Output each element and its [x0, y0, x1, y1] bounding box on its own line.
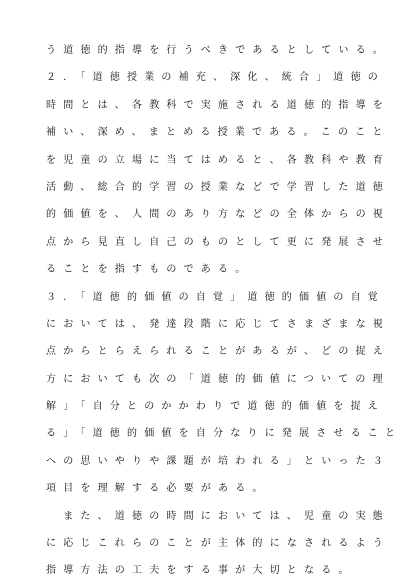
text-line: また、道徳の時間においては、児童の実態 [46, 510, 390, 522]
text-line: ３．「道徳的価値の自覚」道徳的価値の自覚 [46, 291, 385, 303]
text-line: る」「道徳的価値を自分なりに発展させること [46, 428, 403, 440]
text-line: 活動、総合的学習の授業などで学習した道徳 [46, 181, 390, 193]
text-line: ることを指すものである。 [46, 264, 253, 276]
text-line: う道徳的指導を行うべきであるとしている。 [46, 45, 390, 56]
text-line: においては、発達段階に応じてさまざまな視 [46, 318, 390, 330]
text-line: 時間とは、各教科で実施される道徳的指導を [46, 99, 390, 111]
text-line: 方においても次の「道徳的価値についての理 [46, 373, 390, 385]
text-line: 的価値を、人間のあり方などの全体からの視 [46, 209, 390, 221]
text-line: に応じこれらのことが主体的になされるよう [46, 538, 390, 550]
text-line: 項目を理解する必要がある。 [46, 483, 270, 495]
text-line: ２．「道徳授業の補充、深化、統合」道徳の [46, 72, 385, 84]
text-line: 解」「自分とのかかわりで道徳的価値を捉え [46, 401, 385, 413]
text-line: 補い、深め、まとめる授業である。このこと [46, 127, 390, 139]
text-line: 点から見直し自己のものとして更に発展させ [46, 236, 390, 248]
text-line: 指導方法の工夫をする事が大切となる。 [46, 565, 356, 577]
text-line: を児童の立場に当てはめると、各教科や教育 [46, 154, 390, 166]
text-line: 点からとらえられることがあるが、どの捉え [46, 346, 390, 358]
text-line: への思いやりや課題が培われる」といった３ [46, 455, 390, 467]
body-text [46, 37, 403, 585]
